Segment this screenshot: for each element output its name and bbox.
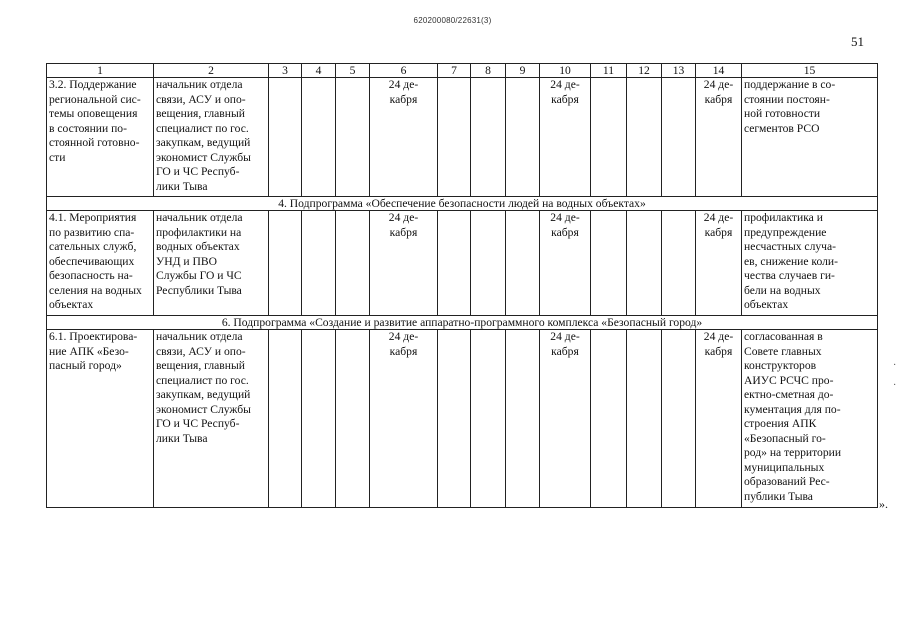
empty-cell [506,211,540,316]
expected-result: профилактика и предупреждение несчастных случа- ев, снижение коли- чества случаев ги- бели на водных объектах [742,211,878,316]
col-num-15: 15 [742,64,878,78]
empty-cell [302,330,336,508]
activity-name: 4.1. Мероприятия по развитию спа- сательных служб, обеспечивающих безопасность на- селения на водных объектах [47,211,154,316]
empty-cell [662,78,696,197]
deadline-col10: 24 де- кабря [540,78,591,197]
col-num-4: 4 [302,64,336,78]
scan-artifact: · [893,380,897,391]
deadline-col14: 24 де- кабря [696,78,742,197]
section-heading [47,316,878,330]
col-num-12: 12 [627,64,662,78]
column-number-row [47,64,878,78]
empty-cell [591,211,627,316]
empty-cell [591,78,627,197]
empty-cell [269,330,302,508]
executor: начальник отдела связи, АСУ и опо- вещения, главный специалист по гос. закупкам, ведущий экономист Службы ГО и ЧС Респуб- лики Тыва [154,78,269,197]
closing-quote-mark: ». [879,497,888,511]
empty-cell [627,330,662,508]
empty-cell [438,330,471,508]
table-row [47,78,878,197]
table-row [47,330,878,508]
deadline-col10: 24 де- кабря [540,330,591,508]
empty-cell [591,330,627,508]
section-title-4: 4. Подпрограмма «Обеспечение безопасности людей на водных объектах» [47,197,878,211]
expected-result: согласованная в Совете главных конструкторов АИУС РСЧС про- ектно-сметная до- кументация для по- строения АПК «Безопасный го- род» на территории муниципальных образований Рес- публики Тыва [742,330,878,508]
page-number: 51 [851,34,864,49]
document-id: 620200080/22631(3) [413,16,492,25]
empty-cell [506,330,540,508]
col-num-1: 1 [47,64,154,78]
section-title-6: 6. Подпрограмма «Создание и развитие аппаратно-программного комплекса «Безопасный город» [47,316,878,330]
col-num-6: 6 [370,64,438,78]
empty-cell [438,211,471,316]
col-num-5: 5 [336,64,370,78]
empty-cell [336,78,370,197]
scan-artifact: · [893,360,897,371]
col-num-10: 10 [540,64,591,78]
empty-cell [662,211,696,316]
col-num-3: 3 [269,64,302,78]
col-num-11: 11 [591,64,627,78]
col-num-9: 9 [506,64,540,78]
empty-cell [627,211,662,316]
empty-cell [302,78,336,197]
col-num-14: 14 [696,64,742,78]
col-num-13: 13 [662,64,696,78]
deadline-col6: 24 де- кабря [370,330,438,508]
empty-cell [269,78,302,197]
empty-cell [269,211,302,316]
empty-cell [471,330,506,508]
empty-cell [662,330,696,508]
activity-name: 6.1. Проектирова- ние АПК «Безо- пасный город» [47,330,154,508]
section-heading [47,197,878,211]
empty-cell [336,330,370,508]
empty-cell [471,211,506,316]
col-num-8: 8 [471,64,506,78]
empty-cell [506,78,540,197]
deadline-col10: 24 де- кабря [540,211,591,316]
expected-result: поддержание в со- стоянии постоян- ной готовности сегментов РСО [742,78,878,197]
activity-name: 3.2. Поддержание региональной сис- темы оповещения в состоянии по- стоянной готовно- сти [47,78,154,197]
executor: начальник отдела связи, АСУ и опо- вещения, главный специалист по гос. закупкам, ведущий экономист Службы ГО и ЧС Респуб- лики Тыва [154,330,269,508]
empty-cell [302,211,336,316]
empty-cell [336,211,370,316]
col-num-2: 2 [154,64,269,78]
col-num-7: 7 [438,64,471,78]
deadline-col6: 24 де- кабря [370,78,438,197]
executor: начальник отдела профилактики на водных объектах УНД и ПВО Службы ГО и ЧС Республики Тыва [154,211,269,316]
deadline-col14: 24 де- кабря [696,211,742,316]
deadline-col6: 24 де- кабря [370,211,438,316]
empty-cell [627,78,662,197]
deadline-col14: 24 де- кабря [696,330,742,508]
empty-cell [471,78,506,197]
empty-cell [438,78,471,197]
schedule-table [46,63,878,508]
table-row [47,211,878,316]
